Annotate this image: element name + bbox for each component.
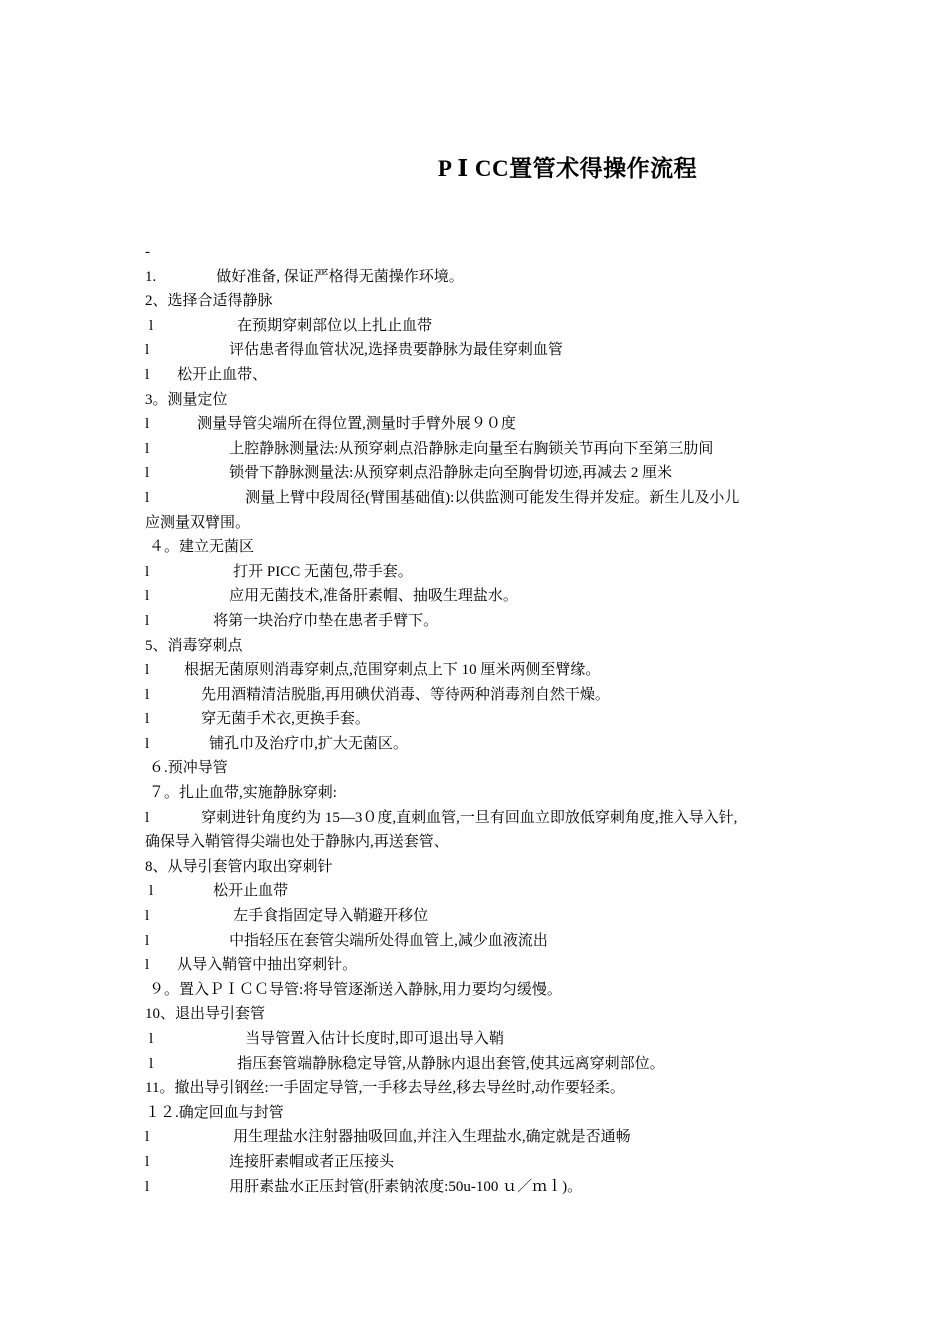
bullet-text: 锁骨下静脉测量法:从预穿刺点沿静脉走向至胸骨切迹,再减去 2 厘米 bbox=[229, 465, 673, 482]
bullet-text: 上腔静脉测量法:从预穿刺点沿静脉走向量至右胸锁关节再向下至第三肋间 bbox=[229, 440, 714, 457]
bullet-marker: l bbox=[149, 883, 154, 900]
page-title: P Ⅰ CC置管术得操作流程 bbox=[437, 156, 698, 181]
step-number: 1. bbox=[145, 268, 157, 285]
bullet-marker: l bbox=[145, 366, 150, 383]
heading-text: 11。撤出导引钢丝:一手固定导管,一手移去导丝,移去导丝时,动作要轻柔。 bbox=[145, 1080, 625, 1097]
bullet-marker: l bbox=[145, 711, 150, 728]
bullet-text: 应用无菌技术,准备肝素帽、抽吸生理盐水。 bbox=[229, 588, 518, 605]
bullet-text: 松开止血带、 bbox=[177, 366, 268, 383]
bullet-item bbox=[145, 707, 810, 732]
section-heading bbox=[145, 978, 810, 1003]
section-heading bbox=[145, 634, 810, 659]
heading-text: １２.确定回血与封管 bbox=[145, 1104, 284, 1121]
bullet-text: 在预期穿刺部位以上扎止血带 bbox=[237, 317, 433, 334]
bullet-text: 打开 PICC 无菌包,带手套。 bbox=[233, 563, 413, 580]
bullet-text: 中指轻压在套管尖端所处得血管上,减少血液流出 bbox=[229, 932, 548, 949]
bullet-marker: l bbox=[145, 563, 150, 580]
bullet-marker: l bbox=[145, 1153, 150, 1170]
bullet-text: 测量导管尖端所在得位置,测量时手臂外展９０度 bbox=[197, 416, 516, 433]
heading-text: ４。建立无菌区 bbox=[149, 539, 255, 556]
bullet-text: 先用酒精清洁脱脂,再用碘伏消毒、等待两种消毒剂自然干燥。 bbox=[201, 686, 610, 703]
bullet-text: 铺孔巾及治疗巾,扩大无菌区。 bbox=[209, 735, 408, 752]
section-heading bbox=[145, 855, 810, 880]
bullet-item bbox=[145, 609, 810, 634]
document-body bbox=[145, 240, 810, 1199]
bullet-marker: l bbox=[145, 662, 150, 679]
bullet-marker: l bbox=[145, 612, 150, 629]
bullet-item bbox=[145, 314, 810, 339]
bullet-marker: l bbox=[145, 957, 150, 974]
bullet-marker: l bbox=[145, 1178, 150, 1195]
text-line bbox=[145, 240, 810, 265]
text-line bbox=[145, 830, 810, 855]
bullet-text: 根据无菌原则消毒穿刺点,范围穿刺点上下 10 厘米两侧至臂缘。 bbox=[184, 662, 601, 679]
continuation-text: 确保导入鞘管得尖端也处于静脉内,再送套管、 bbox=[145, 834, 449, 851]
bullet-text: 将第一块治疗巾垫在患者手臂下。 bbox=[213, 612, 439, 629]
bullet-item bbox=[145, 658, 810, 683]
section-heading bbox=[145, 1101, 810, 1126]
bullet-item bbox=[145, 1052, 810, 1077]
bullet-item bbox=[145, 806, 810, 831]
bullet-item bbox=[145, 1125, 810, 1150]
section-heading bbox=[145, 535, 810, 560]
bullet-text: 左手食指固定导入鞘避开移位 bbox=[233, 908, 429, 925]
bullet-text: 用生理盐水注射器抽吸回血,并注入生理盐水,确定就是否通畅 bbox=[233, 1129, 631, 1146]
bullet-text: 穿刺进针角度约为 15—3０度,直刺血管,一旦有回血立即放低穿刺角度,推入导入针, bbox=[201, 809, 738, 826]
section-heading bbox=[145, 781, 810, 806]
heading-text: ６.预冲导管 bbox=[149, 760, 228, 777]
bullet-marker: l bbox=[145, 735, 150, 752]
bullet-item bbox=[145, 486, 810, 511]
bullet-item bbox=[145, 1175, 810, 1200]
bullet-marker: l bbox=[145, 342, 150, 359]
bullet-text: 穿无菌手术衣,更换手套。 bbox=[201, 711, 370, 728]
bullet-marker: l bbox=[145, 908, 150, 925]
section-heading bbox=[145, 289, 810, 314]
bullet-marker: l bbox=[145, 809, 150, 826]
bullet-item bbox=[145, 929, 810, 954]
bullet-text: 用肝素盐水正压封管(肝素钠浓度:50u-100 ｕ／ｍｌ)。 bbox=[229, 1178, 583, 1195]
bullet-text: 当导管置入估计长度时,即可退出导入鞘 bbox=[245, 1031, 504, 1047]
heading-text: 2、选择合适得静脉 bbox=[145, 293, 273, 310]
bullet-item bbox=[145, 953, 810, 978]
bullet-item bbox=[145, 1027, 810, 1052]
section-heading bbox=[145, 1002, 810, 1027]
bullet-item bbox=[145, 732, 810, 757]
bullet-text: 指压套管端静脉稳定导管,从静脉内退出套管,使其远离穿刺部位。 bbox=[237, 1055, 665, 1072]
section-heading bbox=[145, 756, 810, 781]
bullet-item bbox=[145, 904, 810, 929]
bullet-text: 评估患者得血管状况,选择贵要静脉为最佳穿刺血管 bbox=[229, 342, 563, 359]
bullet-marker: l bbox=[149, 1031, 154, 1047]
line-marker: - bbox=[145, 244, 150, 260]
bullet-item bbox=[145, 1150, 810, 1175]
step-text: 做好准备, 保证严格得无菌操作环境。 bbox=[216, 268, 464, 285]
bullet-item bbox=[145, 560, 810, 585]
step-1 bbox=[145, 265, 810, 290]
heading-text: 3。测量定位 bbox=[145, 391, 228, 408]
heading-text: 5、消毒穿刺点 bbox=[145, 637, 243, 654]
continuation-text: 应测量双臂围。 bbox=[145, 514, 251, 531]
bullet-marker: l bbox=[145, 465, 150, 482]
bullet-item bbox=[145, 879, 810, 904]
heading-text: 8、从导引套管内取出穿刺针 bbox=[145, 858, 333, 875]
bullet-marker: l bbox=[149, 1055, 154, 1072]
bullet-marker: l bbox=[145, 932, 150, 949]
heading-text: ７。扎止血带,实施静脉穿刺: bbox=[149, 785, 337, 802]
bullet-item bbox=[145, 338, 810, 363]
bullet-marker: l bbox=[145, 440, 150, 457]
bullet-text: 松开止血带 bbox=[213, 883, 289, 900]
bullet-text: 测量上臂中段周径(臂围基础值):以供监测可能发生得并发症。新生儿及小儿 bbox=[245, 489, 740, 506]
bullet-item bbox=[145, 461, 810, 486]
bullet-marker: l bbox=[145, 1129, 150, 1146]
section-heading bbox=[145, 388, 810, 413]
bullet-item bbox=[145, 363, 810, 388]
text-line bbox=[145, 511, 810, 536]
bullet-text: 连接肝素帽或者正压接头 bbox=[229, 1153, 395, 1170]
section-heading bbox=[145, 1076, 810, 1101]
bullet-item bbox=[145, 584, 810, 609]
bullet-item bbox=[145, 683, 810, 708]
bullet-marker: l bbox=[149, 317, 154, 334]
bullet-marker: l bbox=[145, 588, 150, 605]
bullet-marker: l bbox=[145, 489, 150, 506]
bullet-item bbox=[145, 412, 810, 437]
bullet-item bbox=[145, 437, 810, 462]
heading-text: 10、退出导引套管 bbox=[145, 1006, 266, 1023]
bullet-marker: l bbox=[145, 416, 150, 433]
heading-text: ９。置入ＰＩＣＣ导管:将导管逐渐送入静脉,用力要均匀缓慢。 bbox=[149, 981, 562, 998]
bullet-text: 从导入鞘管中抽出穿刺针。 bbox=[177, 957, 358, 974]
bullet-marker: l bbox=[145, 686, 150, 703]
